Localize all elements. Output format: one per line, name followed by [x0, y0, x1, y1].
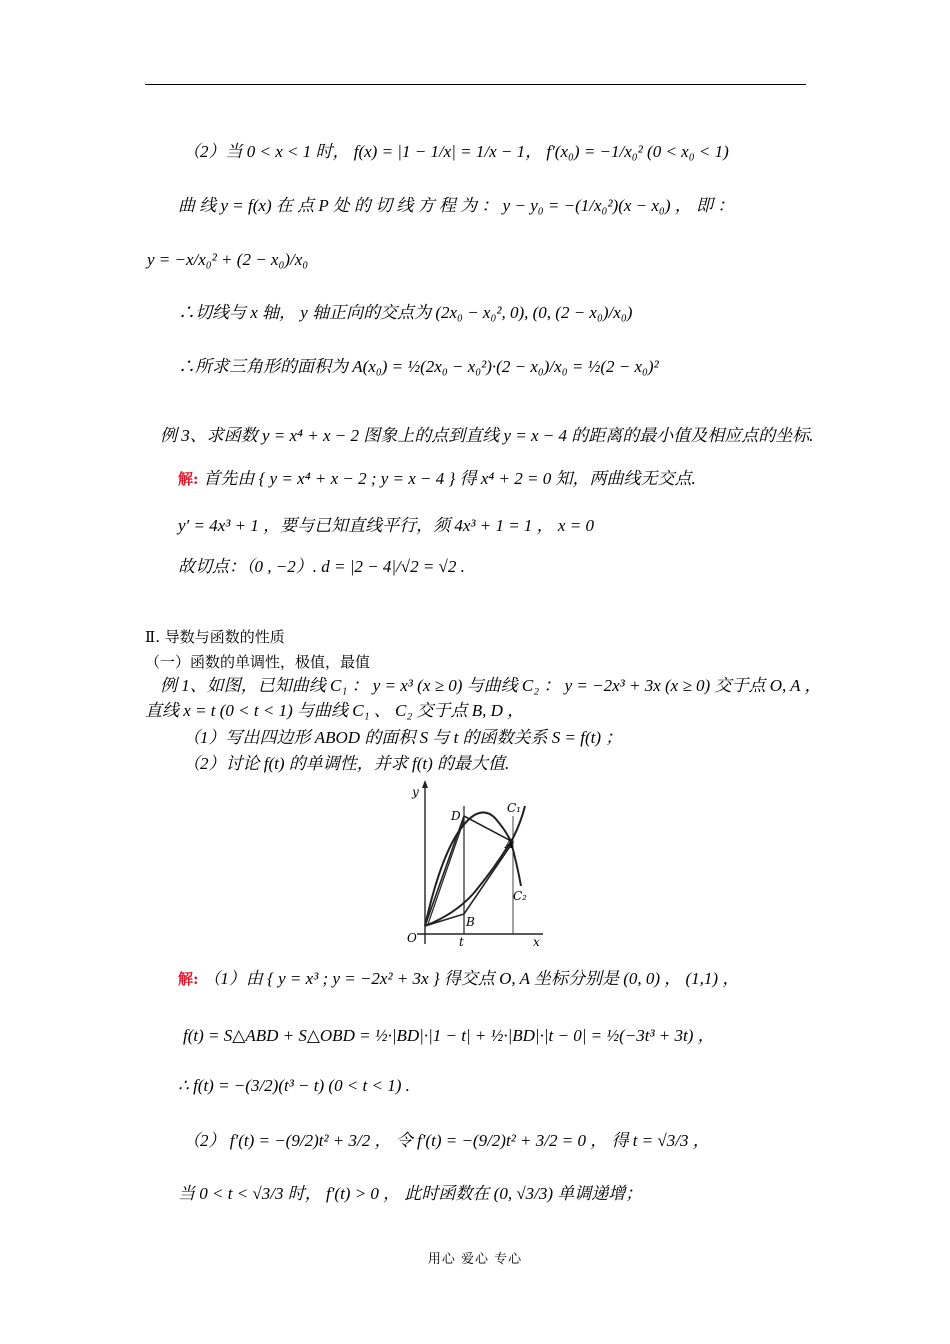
- subsection-heading: （一）函数的单调性，极值，最值: [145, 653, 371, 671]
- y-axis-arrow: [422, 780, 428, 788]
- figure-svg: [395, 776, 555, 948]
- line-question2: （2）讨论 f(t) 的单调性，并求 f(t) 的最大值.: [183, 754, 510, 773]
- line-solution1-start: [178, 968, 739, 990]
- solution1-system: （1）由 { y = x³ ; y = −2x² + 3x } 得交点 O, A 坐标分别是 (0, 0) ， (1,1) ，: [203, 969, 740, 988]
- line-example1: 例 1、如图，已知曲线 C₁ ： y = x³ (x ≥ 0) 与曲线 C₂ ： y = −2x³ + 3x (x ≥ 0) 交于点 O, A ，: [160, 676, 822, 695]
- page-footer: 用心 爱心 专心: [427, 1252, 523, 1267]
- line-parallel-condition: y′ = 4x³ + 1 ，要与已知直线平行，须 4x³ + 1 = 1 ， x = 0: [178, 516, 594, 535]
- header-rule: [145, 84, 806, 85]
- label-y-axis: y: [412, 785, 419, 799]
- label-point-b: B: [466, 915, 475, 929]
- line-increasing-interval: 当 0 < t < √3/3 时， f′(t) > 0 ， 此时函数在 (0, √3/3) 单调递增；: [178, 1184, 643, 1203]
- line-example1-cont: 直线 x = t (0 < t < 1) 与曲线 C₁ 、 C₂ 交于点 B, D ，: [145, 701, 525, 720]
- label-origin: O: [407, 931, 417, 945]
- line-tangent-simplified: y = −x/x₀² + (2 − x₀)/x₀: [147, 250, 309, 269]
- line-derivative-f: （2） f′(t) = −(9/2)t² + 3/2 ， 令 f′(t) = −(9/2)t² + 3/2 = 0 ， 得 t = √3/3 ，: [183, 1131, 710, 1150]
- solution3-system: 首先由 { y = x⁴ + x − 2 ; y = x − 4 } 得 x⁴ + 2 = 0 知，两曲线无交点.: [203, 469, 696, 488]
- label-point-t: t: [459, 935, 464, 948]
- section-heading: Ⅱ. 导数与函数的性质: [145, 628, 285, 646]
- curve-c1: [425, 806, 525, 926]
- line-solution3-start: [178, 468, 696, 490]
- label-point-d: D: [451, 809, 461, 823]
- line-triangle-area: ∴所求三角形的面积为 A(x₀) = ½(2x₀ − x₀²)·(2 − x₀)/x₀ = ½(2 − x₀)²: [178, 357, 659, 376]
- label-point-a: A: [505, 837, 514, 851]
- line-area-function: f(t) = S△ABD + S△OBD = ½·|BD|·|1 − t| + ½·|BD|·|t − 0| = ½(−3t³ + 3t) ，: [183, 1026, 715, 1045]
- line-intercepts: ∴切线与 x 轴， y 轴正向的交点为 (2x₀ − x₀², 0), (0, (2 − x₀)/x₀): [178, 303, 633, 322]
- line-tangent-equation: 曲 线 y = f(x) 在 点 P 处 的 切 线 方 程 为 ： y − y₀ = −(1/x₀²)(x − x₀) ， 即 ：: [178, 196, 735, 215]
- line-part2-derivative: （2）当 0 < x < 1 时， f(x) = |1 − 1/x| = 1/x − 1， f′(x₀) = −1/x₀² (0 < x₀ < 1): [183, 142, 729, 161]
- solution-label: 解:: [178, 470, 199, 488]
- quadrilateral-abod: [425, 816, 513, 926]
- line-example3: 例 3、求函数 y = x⁴ + x − 2 图象上的点到直线 y = x − 4 的距离的最小值及相应点的坐标.: [160, 426, 814, 445]
- label-x-axis: x: [533, 935, 540, 948]
- line-tangent-point-distance: 故切点：（0 , −2）. d = |2 − 4|/√2 = √2 .: [178, 557, 465, 576]
- solution-label-2: 解:: [178, 970, 199, 988]
- line-f-of-t: ∴ f(t) = −(3/2)(t³ − t) (0 < t < 1) .: [178, 1076, 410, 1095]
- label-curve-c2: C₂: [513, 889, 527, 903]
- curve-figure: [395, 776, 555, 948]
- curve-c2: [425, 812, 521, 926]
- line-question1: （1）写出四边形 ABOD 的面积 S 与 t 的函数关系 S = f(t) ；: [183, 728, 623, 747]
- label-curve-c1: C₁: [507, 801, 521, 815]
